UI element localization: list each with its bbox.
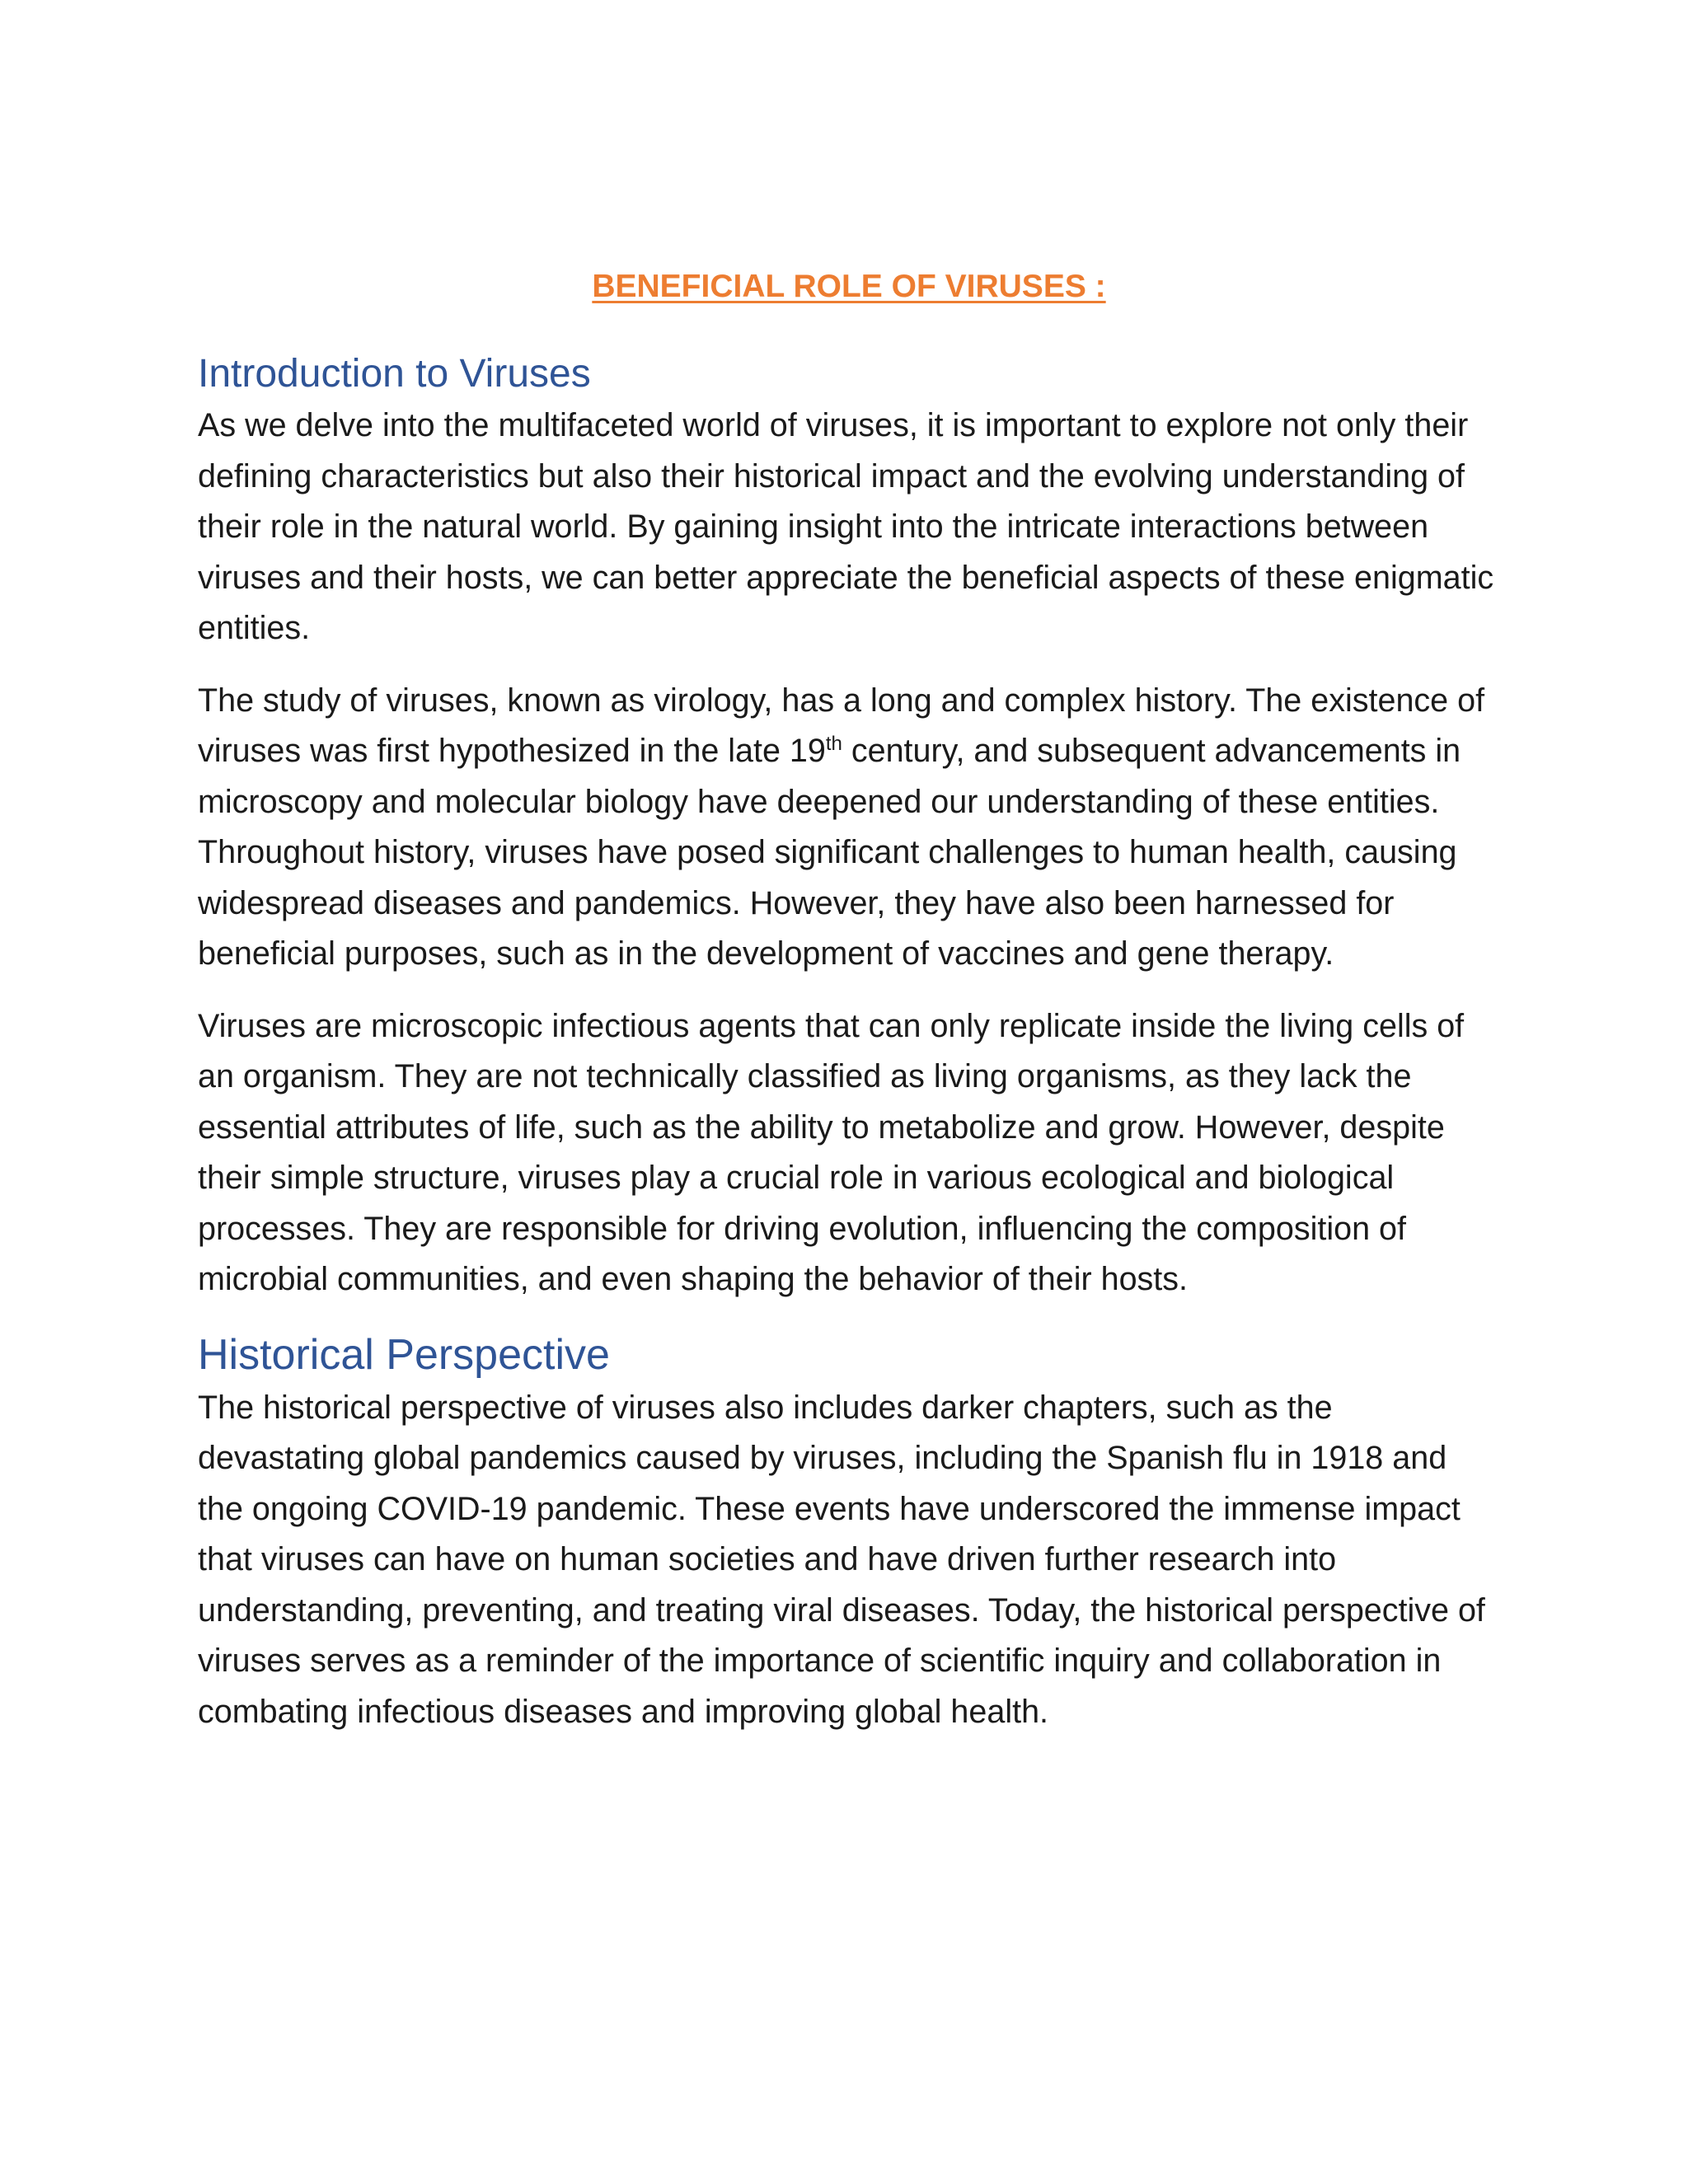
ordinal-superscript: th [825,732,842,755]
document-page [198,264,1500,1759]
historical-paragraph-1: The historical perspective of viruses also includes darker chapters, such as the devastating global pandemics caused by viruses, including the Spanish flu in 1918 and the ongoing COVID-19 pandemic. These events have underscored the immense impact that viruses can have on human societies and have driven further research into understanding, preventing, and treating viral diseases. Today, the historical perspective of viruses serves as a reminder of the importance of scientific inquiry and collaboration in combating infectious diseases and improving global health. [198,1389,1485,1730]
section-heading-historical-perspective: Historical Perspective [198,1330,610,1379]
intro-paragraph-2 [198,676,1500,980]
document-title: BENEFICIAL ROLE OF VIRUSES : [592,269,1106,304]
section-heading-introduction: Introduction to Viruses [198,352,591,396]
paragraph-text-after-superscript: century, and subsequent advancements in microscopy and molecular biology have deepened our understanding of these entities. Throughout history, viruses have posed significant challenges to human health, causing widespread diseases and pandemics. However, they have also been harnessed for beneficial purposes, such as in the development of vaccines and gene therapy. [198,733,1461,972]
intro-paragraph-1: As we delve into the multifaceted world of viruses, it is important to explore not only their defining characteristics but also their historical impact and the evolving understanding of their role in the natural world. By gaining insight into the intricate interactions between viruses and their hosts, we can better appreciate the beneficial aspects of these enigmatic entities. [198,407,1494,646]
intro-paragraph-3: Viruses are microscopic infectious agents that can only replicate inside the living cells of an organism. They are not technically classified as living organisms, as they lack the essential attributes of life, such as the ability to metabolize and grow. However, despite their simple structure, viruses play a crucial role in various ecological and biological processes. They are responsible for driving evolution, influencing the composition of microbial communities, and even shaping the behavior of their hosts. [198,1007,1465,1297]
paragraph-text-before-superscript: The study of viruses, known as virology, has a long and complex history. The existence of viruses was first hypothesized in the late 19 [198,682,1485,769]
